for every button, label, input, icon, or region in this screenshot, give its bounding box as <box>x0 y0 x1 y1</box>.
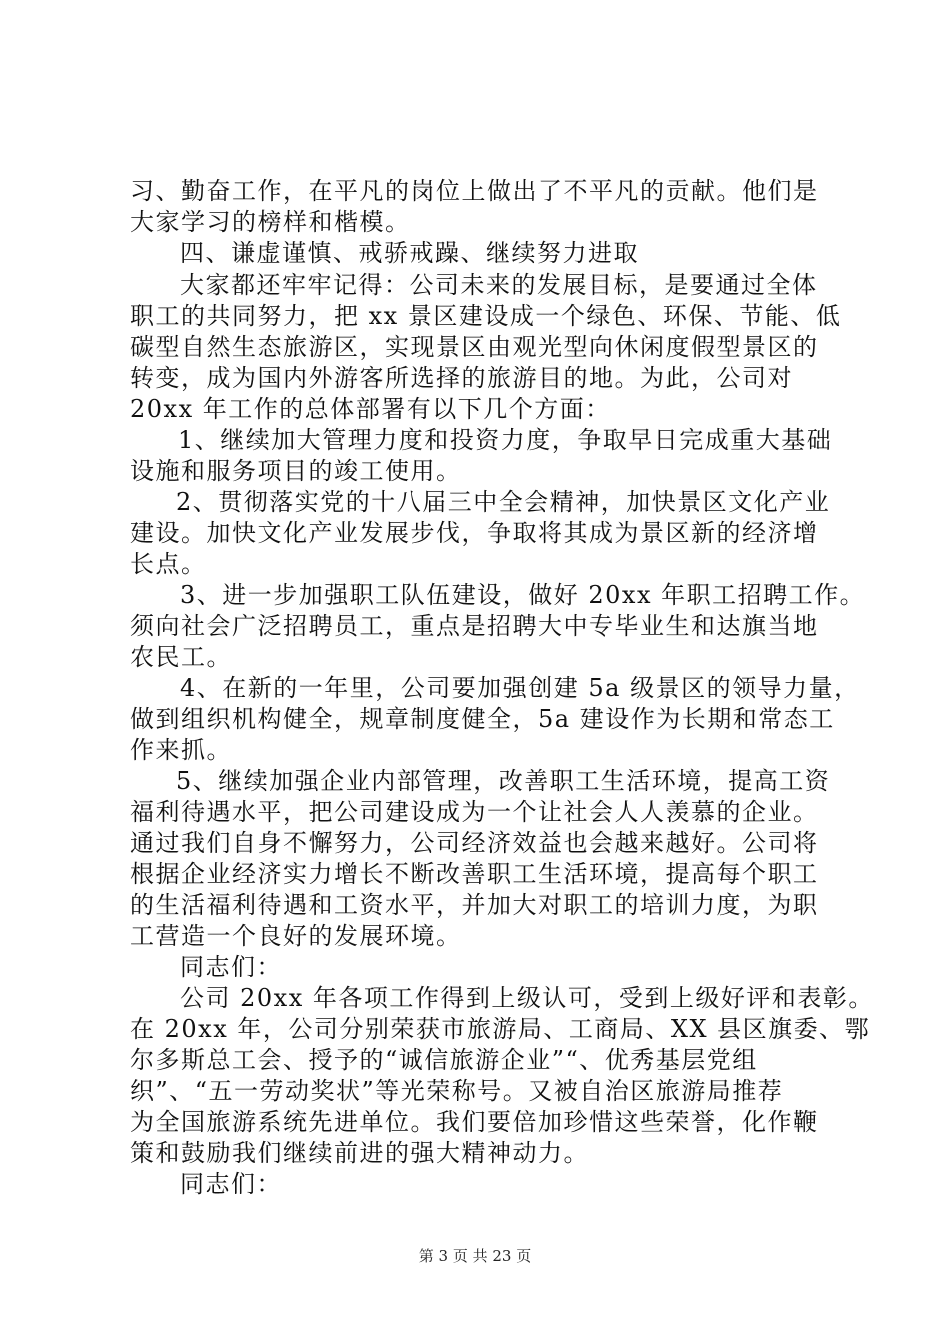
list-item: 2、贯彻落实党的十八届三中全会精神，加快景区文化产业 <box>176 488 831 516</box>
text-line: 工营造一个良好的发展环境。 <box>130 922 462 950</box>
text-line: 策和鼓励我们继续前进的强大精神动力。 <box>130 1139 589 1167</box>
text-line: 大家都还牢牢记得：公司未来的发展目标，是要通过全体 <box>180 271 818 299</box>
list-item: 3、进一步加强职工队伍建设，做好 20xx 年职工招聘工作。 <box>180 581 866 609</box>
list-item: 1、继续加大管理力度和投资力度，争取早日完成重大基础 <box>178 426 833 454</box>
text-line: 作来抓。 <box>130 736 232 764</box>
text-line: 根据企业经济实力增长不断改善职工生活环境，提高每个职工 <box>130 860 819 888</box>
text-line: 农民工。 <box>130 643 232 671</box>
page-footer: 第 3 页 共 23 页 <box>418 1247 532 1265</box>
text-line: 设施和服务项目的竣工使用。 <box>130 457 462 485</box>
section-heading: 四、谦虚谨慎、戒骄戒躁、继续努力进取 <box>180 239 639 267</box>
text-line: 福利待遇水平，把公司建设成为一个让社会人人羡慕的企业。 <box>130 798 819 826</box>
text-line: 转变，成为国内外游客所选择的旅游目的地。为此，公司对 <box>130 364 793 392</box>
text-line: 通过我们自身不懈努力，公司经济效益也会越来越好。公司将 <box>130 829 819 857</box>
text-line: 长点。 <box>130 550 207 578</box>
text-line: 大家学习的榜样和楷模。 <box>130 208 411 236</box>
text-line: 在 20xx 年，公司分别荣获市旅游局、工商局、XX 县区旗委、鄂 <box>130 1015 871 1043</box>
text-line: 公司 20xx 年各项工作得到上级认可，受到上级好评和表彰。 <box>180 984 874 1012</box>
text-line: 职工的共同努力，把 xx 景区建设成一个绿色、环保、节能、低 <box>130 302 842 330</box>
list-item: 4、在新的一年里，公司要加强创建 5a 级景区的领导力量， <box>180 674 860 702</box>
text-line: 建设。加快文化产业发展步伐，争取将其成为景区新的经济增 <box>130 519 819 547</box>
salutation: 同志们： <box>180 1170 282 1198</box>
text-line: 织”、“五一劳动奖状”等光荣称号。又被自治区旅游局推荐 <box>130 1077 784 1105</box>
text-line: 须向社会广泛招聘员工，重点是招聘大中专毕业生和达旗当地 <box>130 612 819 640</box>
text-line: 碳型自然生态旅游区，实现景区由观光型向休闲度假型景区的 <box>130 333 819 361</box>
text-line: 20xx 年工作的总体部署有以下几个方面： <box>130 395 611 423</box>
list-item: 5、继续加强企业内部管理，改善职工生活环境，提高工资 <box>176 767 831 795</box>
text-line: 的生活福利待遇和工资水平，并加大对职工的培训力度，为职 <box>130 891 819 919</box>
text-line: 尔多斯总工会、授予的“诚信旅游企业”“、优秀基层党组 <box>130 1046 758 1074</box>
text-line: 做到组织机构健全，规章制度健全，5a 建设作为长期和常态工 <box>130 705 835 733</box>
salutation: 同志们： <box>180 953 282 981</box>
text-line: 习、勤奋工作，在平凡的岗位上做出了不平凡的贡献。他们是 <box>130 177 819 205</box>
text-line: 为全国旅游系统先进单位。我们要倍加珍惜这些荣誉，化作鞭 <box>130 1108 819 1136</box>
